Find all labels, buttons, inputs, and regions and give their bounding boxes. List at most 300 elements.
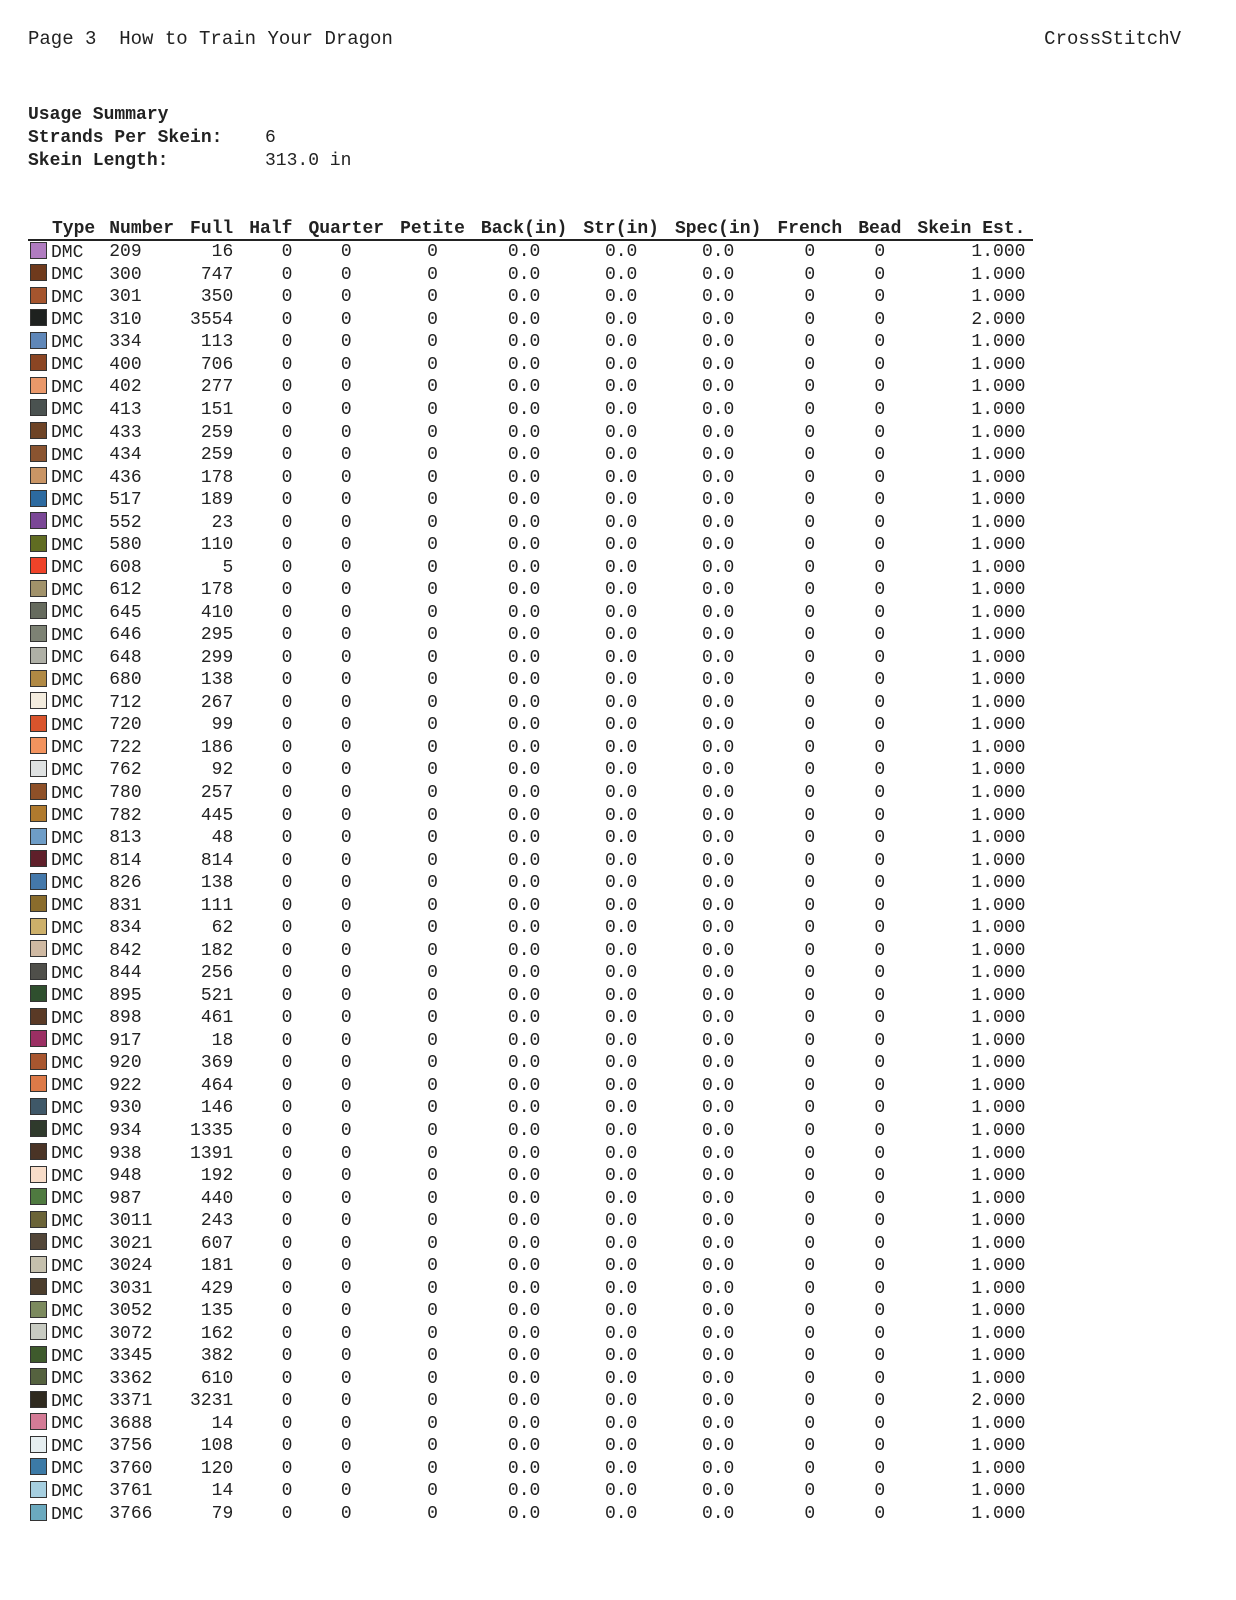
cell-french: 0 [804, 377, 816, 398]
cell-spec: 0.0 [701, 805, 735, 826]
cell-french: 0 [804, 647, 816, 668]
type-text: DMC [51, 693, 84, 714]
table-row [28, 647, 1033, 670]
table-row [28, 556, 1033, 579]
cell-back: 0.0 [507, 287, 541, 308]
cell-petite: 0 [427, 467, 438, 488]
cell-str: 0.0 [604, 805, 638, 826]
cell-number: 3021 [109, 1233, 153, 1254]
type-text: DMC [51, 332, 84, 353]
cell-bead: 0 [874, 1008, 886, 1029]
cell-half: 0 [281, 467, 293, 488]
table-row [28, 1480, 1033, 1503]
cell-half: 0 [281, 783, 293, 804]
color-swatch [30, 309, 47, 326]
cell-spec: 0.0 [701, 1323, 735, 1344]
cell-quarter: 0 [340, 1233, 352, 1254]
type-text: DMC [51, 423, 84, 444]
cell-str: 0.0 [604, 1323, 638, 1344]
cell-back: 0.0 [507, 850, 541, 871]
cell-back: 0.0 [507, 377, 541, 398]
cell-half: 0 [281, 445, 293, 466]
cell-back: 0.0 [507, 692, 541, 713]
cell-half: 0 [281, 850, 293, 871]
cell-str: 0.0 [604, 1188, 638, 1209]
cell-type [28, 669, 103, 692]
cell-back: 0.0 [507, 1458, 541, 1479]
type-text: DMC [51, 715, 84, 736]
type-text: DMC [51, 963, 84, 984]
cell-skein-est: 1.000 [971, 287, 1026, 308]
cell-str: 0.0 [604, 715, 638, 736]
color-swatch [30, 535, 47, 552]
cell-french: 0 [804, 715, 816, 736]
cell-type [28, 354, 103, 377]
cell-petite: 0 [427, 1301, 438, 1322]
cell-type [28, 602, 103, 625]
cell-type [28, 1210, 103, 1233]
cell-str: 0.0 [604, 354, 638, 375]
cell-spec: 0.0 [701, 737, 735, 758]
cell-quarter: 0 [340, 287, 352, 308]
cell-half: 0 [281, 377, 293, 398]
cell-str: 0.0 [604, 1008, 638, 1029]
cell-bead: 0 [874, 1413, 886, 1434]
cell-french: 0 [804, 1120, 816, 1141]
cell-petite: 0 [427, 309, 438, 330]
cell-full: 3554 [190, 309, 234, 330]
cell-french: 0 [804, 760, 816, 781]
cell-bead: 0 [874, 692, 886, 713]
cell-french: 0 [804, 1008, 816, 1029]
cell-quarter: 0 [340, 1075, 352, 1096]
cell-number: 3011 [109, 1211, 153, 1232]
table-row [28, 1458, 1033, 1481]
cell-full: 747 [200, 264, 234, 285]
cell-skein-est: 1.000 [971, 1458, 1026, 1479]
cell-spec: 0.0 [701, 1166, 735, 1187]
cell-petite: 0 [427, 1278, 438, 1299]
color-swatch [30, 895, 47, 912]
cell-bead: 0 [874, 760, 886, 781]
cell-petite: 0 [427, 647, 438, 668]
cell-number: 436 [109, 467, 142, 488]
cell-half: 0 [281, 242, 293, 263]
cell-petite: 0 [427, 760, 438, 781]
cell-skein-est: 1.000 [971, 445, 1026, 466]
cell-bead: 0 [874, 850, 886, 871]
color-swatch [30, 1458, 47, 1475]
cell-spec: 0.0 [701, 692, 735, 713]
cell-petite: 0 [427, 264, 438, 285]
cell-french: 0 [804, 1233, 816, 1254]
cell-back: 0.0 [507, 1188, 541, 1209]
cell-petite: 0 [427, 737, 438, 758]
cell-half: 0 [281, 1256, 293, 1277]
cell-full: 151 [200, 399, 234, 420]
cell-quarter: 0 [340, 1053, 352, 1074]
cell-bead: 0 [874, 490, 886, 511]
type-text: DMC [51, 1504, 84, 1525]
cell-str: 0.0 [604, 309, 638, 330]
cell-number: 3756 [109, 1436, 153, 1457]
cell-half: 0 [281, 580, 293, 601]
table-row [28, 1120, 1033, 1143]
cell-half: 0 [281, 760, 293, 781]
cell-back: 0.0 [507, 1008, 541, 1029]
cell-full: 445 [200, 805, 234, 826]
table-row [28, 917, 1033, 940]
cell-skein-est: 1.000 [971, 1053, 1026, 1074]
cell-quarter: 0 [340, 985, 352, 1006]
cell-type [28, 714, 103, 737]
col-header-french: French [769, 215, 850, 240]
cell-full: 259 [200, 445, 234, 466]
cell-skein-est: 1.000 [971, 1256, 1026, 1277]
cell-quarter: 0 [340, 670, 352, 691]
cell-petite: 0 [427, 1436, 438, 1457]
cell-bead: 0 [874, 1278, 886, 1299]
cell-type [28, 1480, 103, 1503]
cell-skein-est: 1.000 [971, 580, 1026, 601]
cell-half: 0 [281, 354, 293, 375]
cell-bead: 0 [874, 1053, 886, 1074]
table-row [28, 354, 1033, 377]
cell-half: 0 [281, 1368, 293, 1389]
color-swatch [30, 445, 47, 462]
cell-half: 0 [281, 1008, 293, 1029]
cell-back: 0.0 [507, 1120, 541, 1141]
table-row [28, 240, 1033, 264]
skein-length-value: 313.0 in [265, 151, 352, 171]
cell-type [28, 737, 103, 760]
cell-half: 0 [281, 985, 293, 1006]
type-text: DMC [51, 1324, 84, 1345]
cell-bead: 0 [874, 309, 886, 330]
cell-french: 0 [804, 1278, 816, 1299]
cell-str: 0.0 [604, 1301, 638, 1322]
cell-type [28, 1165, 103, 1188]
cell-str: 0.0 [604, 1098, 638, 1119]
color-swatch [30, 918, 47, 935]
cell-number: 433 [109, 422, 142, 443]
table-row [28, 692, 1033, 715]
cell-type [28, 1097, 103, 1120]
cell-back: 0.0 [507, 647, 541, 668]
color-swatch [30, 1233, 47, 1250]
table-row [28, 376, 1033, 399]
cell-number: 402 [109, 377, 142, 398]
cell-back: 0.0 [507, 670, 541, 691]
color-swatch [30, 985, 47, 1002]
table-row [28, 331, 1033, 354]
cell-number: 844 [109, 963, 142, 984]
cell-type [28, 1187, 103, 1210]
cell-petite: 0 [427, 805, 438, 826]
cell-number: 3031 [109, 1278, 153, 1299]
cell-full: 410 [200, 602, 234, 623]
cell-quarter: 0 [340, 1301, 352, 1322]
cell-french: 0 [804, 985, 816, 1006]
color-swatch [30, 490, 47, 507]
cell-quarter: 0 [340, 1256, 352, 1277]
cell-str: 0.0 [604, 1166, 638, 1187]
cell-full: 267 [200, 692, 234, 713]
cell-bead: 0 [874, 1211, 886, 1232]
cell-french: 0 [804, 1323, 816, 1344]
cell-back: 0.0 [507, 445, 541, 466]
color-swatch [30, 1030, 47, 1047]
cell-str: 0.0 [604, 1278, 638, 1299]
cell-type [28, 872, 103, 895]
cell-skein-est: 1.000 [971, 1233, 1026, 1254]
cell-half: 0 [281, 670, 293, 691]
cell-skein-est: 1.000 [971, 1008, 1026, 1029]
cell-str: 0.0 [604, 1413, 638, 1434]
cell-petite: 0 [427, 670, 438, 691]
table-row [28, 511, 1033, 534]
cell-type [28, 759, 103, 782]
cell-type [28, 1232, 103, 1255]
cell-str: 0.0 [604, 242, 638, 263]
table-row [28, 1097, 1033, 1120]
table-row [28, 804, 1033, 827]
cell-half: 0 [281, 1278, 293, 1299]
cell-bead: 0 [874, 580, 886, 601]
cell-french: 0 [804, 1188, 816, 1209]
cell-half: 0 [281, 1120, 293, 1141]
cell-number: 646 [109, 625, 142, 646]
cell-back: 0.0 [507, 873, 541, 894]
table-row [28, 894, 1033, 917]
cell-skein-est: 1.000 [971, 625, 1026, 646]
cell-full: 259 [200, 422, 234, 443]
type-text: DMC [51, 783, 84, 804]
cell-french: 0 [804, 670, 816, 691]
cell-type [28, 309, 103, 332]
cell-back: 0.0 [507, 1346, 541, 1367]
cell-str: 0.0 [604, 1233, 638, 1254]
table-row [28, 579, 1033, 602]
cell-back: 0.0 [507, 760, 541, 781]
cell-petite: 0 [427, 715, 438, 736]
cell-half: 0 [281, 1211, 293, 1232]
cell-half: 0 [281, 737, 293, 758]
cell-str: 0.0 [604, 1504, 638, 1525]
usage-table-header [28, 215, 1033, 240]
cell-full: 440 [200, 1188, 234, 1209]
cell-french: 0 [804, 1391, 816, 1412]
cell-str: 0.0 [604, 963, 638, 984]
cell-spec: 0.0 [701, 490, 735, 511]
cell-full: 814 [200, 850, 234, 871]
color-swatch [30, 1391, 47, 1408]
cell-spec: 0.0 [701, 557, 735, 578]
type-text: DMC [51, 468, 84, 489]
cell-skein-est: 1.000 [971, 1346, 1026, 1367]
cell-spec: 0.0 [701, 445, 735, 466]
type-text: DMC [51, 1436, 84, 1457]
cell-bead: 0 [874, 242, 886, 263]
cell-number: 938 [109, 1143, 142, 1164]
cell-str: 0.0 [604, 940, 638, 961]
cell-petite: 0 [427, 1075, 438, 1096]
color-swatch [30, 1346, 47, 1363]
table-row [28, 1007, 1033, 1030]
cell-quarter: 0 [340, 873, 352, 894]
cell-str: 0.0 [604, 895, 638, 916]
table-row [28, 962, 1033, 985]
cell-str: 0.0 [604, 332, 638, 353]
cell-petite: 0 [427, 873, 438, 894]
cell-skein-est: 1.000 [971, 1413, 1026, 1434]
cell-bead: 0 [874, 1030, 886, 1051]
cell-str: 0.0 [604, 1346, 638, 1367]
cell-half: 0 [281, 940, 293, 961]
cell-spec: 0.0 [701, 332, 735, 353]
cell-half: 0 [281, 647, 293, 668]
cell-str: 0.0 [604, 1391, 638, 1412]
cell-type [28, 1435, 103, 1458]
cell-quarter: 0 [340, 692, 352, 713]
cell-back: 0.0 [507, 1166, 541, 1187]
color-swatch [30, 873, 47, 890]
cell-str: 0.0 [604, 580, 638, 601]
cell-petite: 0 [427, 850, 438, 871]
cell-back: 0.0 [507, 918, 541, 939]
cell-half: 0 [281, 1098, 293, 1119]
cell-number: 814 [109, 850, 142, 871]
cell-number: 895 [109, 985, 142, 1006]
color-swatch [30, 1053, 47, 1070]
cell-spec: 0.0 [701, 1098, 735, 1119]
type-text: DMC [51, 1369, 84, 1390]
cell-spec: 0.0 [701, 399, 735, 420]
table-row [28, 737, 1033, 760]
cell-petite: 0 [427, 1120, 438, 1141]
cell-spec: 0.0 [701, 580, 735, 601]
cell-type [28, 1075, 103, 1098]
cell-french: 0 [804, 287, 816, 308]
cell-quarter: 0 [340, 1368, 352, 1389]
cell-number: 310 [109, 309, 142, 330]
cell-number: 680 [109, 670, 142, 691]
cell-skein-est: 1.000 [971, 647, 1026, 668]
type-text: DMC [51, 355, 84, 376]
table-row [28, 444, 1033, 467]
cell-back: 0.0 [507, 737, 541, 758]
cell-number: 722 [109, 737, 142, 758]
cell-str: 0.0 [604, 445, 638, 466]
cell-quarter: 0 [340, 737, 352, 758]
cell-spec: 0.0 [701, 1504, 735, 1525]
type-text: DMC [51, 580, 84, 601]
color-swatch [30, 580, 47, 597]
col-header-half: Half [241, 215, 300, 240]
cell-str: 0.0 [604, 783, 638, 804]
cell-petite: 0 [427, 1481, 438, 1502]
cell-type [28, 1142, 103, 1165]
cell-bead: 0 [874, 1391, 886, 1412]
cell-half: 0 [281, 332, 293, 353]
cell-full: 18 [211, 1030, 234, 1051]
cell-quarter: 0 [340, 1166, 352, 1187]
cell-petite: 0 [427, 692, 438, 713]
cell-half: 0 [281, 399, 293, 420]
cell-quarter: 0 [340, 828, 352, 849]
cell-french: 0 [804, 1301, 816, 1322]
cell-quarter: 0 [340, 1120, 352, 1141]
cell-skein-est: 1.000 [971, 490, 1026, 511]
type-text: DMC [51, 513, 84, 534]
cell-bead: 0 [874, 1301, 886, 1322]
cell-quarter: 0 [340, 309, 352, 330]
cell-full: 162 [200, 1323, 234, 1344]
cell-str: 0.0 [604, 1436, 638, 1457]
page-header-title: Page 3 How to Train Your Dragon [28, 28, 393, 50]
cell-full: 369 [200, 1053, 234, 1074]
cell-str: 0.0 [604, 692, 638, 713]
cell-bead: 0 [874, 1436, 886, 1457]
cell-back: 0.0 [507, 512, 541, 533]
cell-skein-est: 1.000 [971, 715, 1026, 736]
cell-petite: 0 [427, 535, 438, 556]
cell-french: 0 [804, 1030, 816, 1051]
cell-number: 3052 [109, 1301, 153, 1322]
table-row [28, 872, 1033, 895]
cell-type [28, 421, 103, 444]
color-swatch [30, 1008, 47, 1025]
cell-skein-est: 1.000 [971, 242, 1026, 263]
cell-full: 16 [211, 242, 234, 263]
cell-full: 277 [200, 377, 234, 398]
cell-type [28, 264, 103, 287]
table-row [28, 1323, 1033, 1346]
cell-back: 0.0 [507, 1143, 541, 1164]
cell-bead: 0 [874, 1233, 886, 1254]
cell-type [28, 782, 103, 805]
cell-bead: 0 [874, 467, 886, 488]
type-text: DMC [51, 1481, 84, 1502]
cell-full: 120 [200, 1458, 234, 1479]
cell-french: 0 [804, 873, 816, 894]
cell-bead: 0 [874, 1323, 886, 1344]
cell-spec: 0.0 [701, 1143, 735, 1164]
cell-str: 0.0 [604, 1120, 638, 1141]
table-row [28, 1390, 1033, 1413]
cell-str: 0.0 [604, 1053, 638, 1074]
cell-bead: 0 [874, 422, 886, 443]
cell-str: 0.0 [604, 828, 638, 849]
cell-number: 413 [109, 399, 142, 420]
cell-spec: 0.0 [701, 895, 735, 916]
cell-french: 0 [804, 1413, 816, 1434]
table-row [28, 286, 1033, 309]
cell-number: 645 [109, 602, 142, 623]
cell-number: 720 [109, 715, 142, 736]
cell-quarter: 0 [340, 1413, 352, 1434]
cell-french: 0 [804, 1075, 816, 1096]
cell-bead: 0 [874, 985, 886, 1006]
cell-petite: 0 [427, 940, 438, 961]
cell-quarter: 0 [340, 715, 352, 736]
cell-full: 178 [200, 467, 234, 488]
cell-bead: 0 [874, 963, 886, 984]
cell-quarter: 0 [340, 557, 352, 578]
col-header-full: Full [182, 215, 241, 240]
cell-skein-est: 1.000 [971, 760, 1026, 781]
cell-bead: 0 [874, 1098, 886, 1119]
